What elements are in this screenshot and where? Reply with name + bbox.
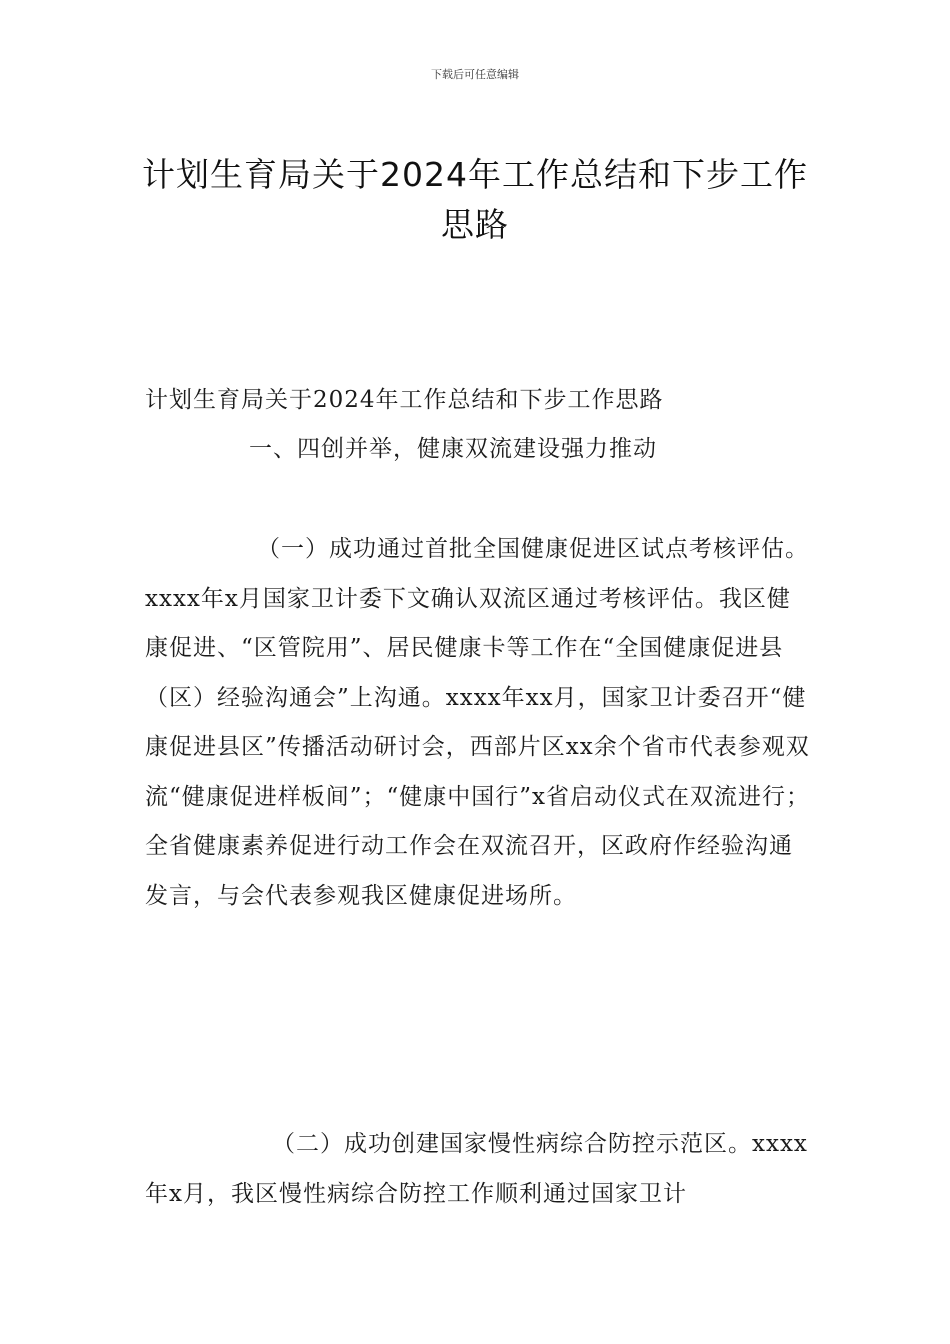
- document-subtitle: 计划生育局关于2024年工作总结和下步工作思路: [145, 387, 664, 413]
- section-heading: 一、四创并举，健康双流建设强力推动: [249, 436, 657, 462]
- paragraph-1: （一）成功通过首批全国健康促进区试点考核评估。xxxx年x月国家卫计委下文确认双流区通过考核评估。我区健康促进、“区管院用”、居民健康卡等工作在“全国健康促进县（区）经验沟通会”上沟通。xxxx年xx月，国家卫计委召开“健康促进县区”传播活动研讨会，西部片区xx余个省市代表参观双流“健康促进样板间”；“健康中国行”x省启动仪式在双流进行；全省健康素养促进行动工作会在双流召开，区政府作经验沟通发言，与会代表参观我区健康促进场所。: [145, 536, 811, 909]
- header-note: 下载后可任意编辑: [431, 68, 519, 81]
- paragraph-2: （二）成功创建国家慢性病综合防控示范区。xxxx年x月，我区慢性病综合防控工作顺利通过国家卫计: [145, 1131, 808, 1207]
- document-title: 计划生育局关于2024年工作总结和下步工作思路: [142, 155, 808, 245]
